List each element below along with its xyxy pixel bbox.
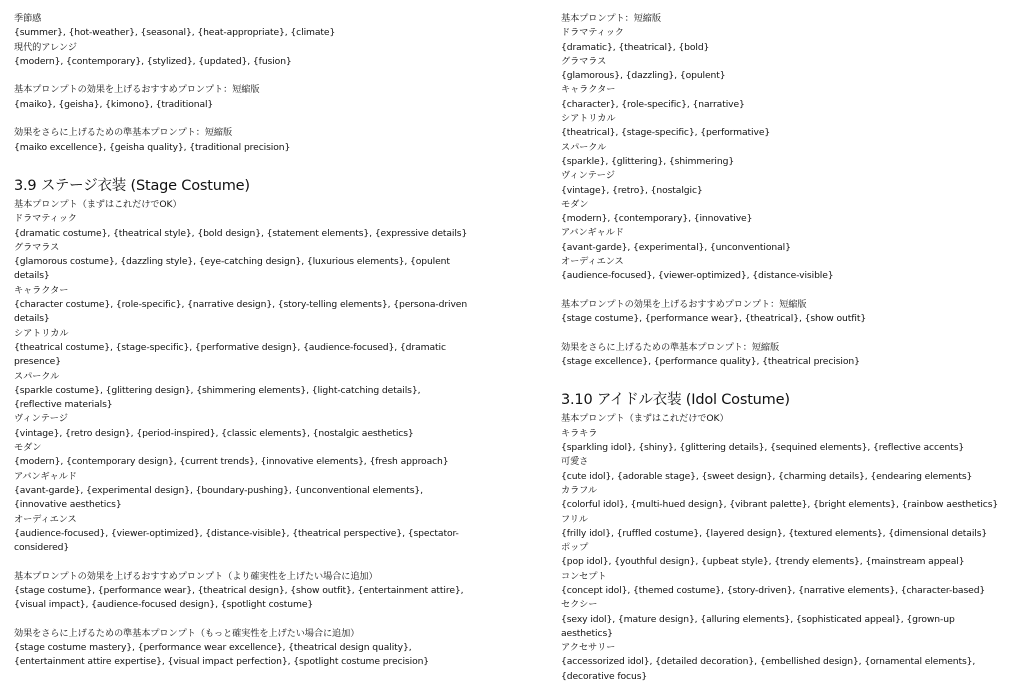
category-label: ヴィンテージ bbox=[561, 170, 615, 182]
recommended-prompt-title: 基本プロンプトの効果を上げるおすすめプロンプト（より確実性を上げたい場合に追加） bbox=[14, 570, 378, 582]
prompt-item bbox=[561, 641, 1001, 684]
quasi-basic-prompt-title: 効果をさらに上げるための準基本プロンプト：短縮版 bbox=[14, 127, 233, 139]
prompt-text: {modern}, {contemporary}, {innovative} bbox=[561, 213, 753, 225]
prompt-item bbox=[561, 513, 1001, 542]
quasi-basic-prompt-text: {stage costume mastery}, {performance wear excellence}, {theatrical design quality}, {entertainment attire expertise}, {visual impact perfection}, {spotlight costume precision} bbox=[14, 642, 430, 668]
prompt-item bbox=[14, 513, 469, 556]
quasi-basic-prompt-title: 効果をさらに上げるための準基本プロンプト：短縮版 bbox=[561, 341, 780, 353]
prompt-item bbox=[14, 241, 469, 284]
prompt-text: {modern}, {contemporary design}, {current trends}, {innovative elements}, {fresh approach} bbox=[14, 456, 449, 468]
prompt-item bbox=[14, 370, 469, 413]
basic-prompt-label: 基本プロンプト（まずはこれだけでOK） bbox=[14, 198, 182, 210]
short-prompt-item bbox=[561, 255, 1001, 284]
recommended-prompt-text: {stage costume}, {performance wear}, {theatrical design}, {show outfit}, {entertainment attire}, {visual impact}, {audience-focused design}, {spotlight costume} bbox=[14, 584, 464, 611]
category-label: スパークル bbox=[561, 141, 607, 153]
prompt-item bbox=[14, 470, 469, 513]
quasi-basic-prompt-text: {maiko excellence}, {geisha quality}, {traditional precision} bbox=[14, 141, 291, 153]
prompt-text: {theatrical}, {stage-specific}, {performative} bbox=[561, 127, 771, 139]
left-column bbox=[14, 12, 469, 670]
category-label: 可愛さ bbox=[561, 456, 589, 468]
prompt-item bbox=[14, 284, 469, 327]
prompt-item bbox=[561, 541, 1001, 570]
category-label: グラマラス bbox=[561, 55, 607, 67]
short-prompt-item bbox=[561, 198, 1001, 227]
prompt-text: {summer}, {hot-weather}, {seasonal}, {heat-appropriate}, {climate} bbox=[14, 27, 336, 39]
short-prompt-item bbox=[561, 226, 1001, 255]
category-label: グラマラス bbox=[14, 241, 60, 253]
prompt-item bbox=[561, 598, 1001, 641]
prompt-text: {dramatic costume}, {theatrical style}, {bold design}, {statement elements}, {expressive details} bbox=[14, 227, 468, 239]
recommended-prompt-text: {stage costume}, {performance wear}, {theatrical}, {show outfit} bbox=[561, 313, 867, 325]
short-prompt-item bbox=[561, 112, 1001, 141]
category-label: キャラクター bbox=[561, 84, 616, 96]
prompt-item bbox=[14, 441, 469, 470]
section-heading-stage-costume: 3.9 ステージ衣装 (Stage Costume) bbox=[14, 177, 250, 194]
prompt-text: {vintage}, {retro design}, {period-inspired}, {classic elements}, {nostalgic aesthetics} bbox=[14, 427, 414, 439]
prompt-text: {sexy idol}, {mature design}, {alluring elements}, {sophisticated appeal}, {grown-up aesthetics} bbox=[561, 613, 955, 639]
category-label: ヴィンテージ bbox=[14, 413, 68, 425]
category-label: スパークル bbox=[14, 370, 60, 382]
short-prompt-title: 基本プロンプト：短縮版 bbox=[561, 13, 661, 24]
category-label: シアトリカル bbox=[14, 327, 69, 339]
short-prompt-item bbox=[561, 55, 1001, 84]
prompt-text: {modern}, {contemporary}, {stylized}, {updated}, {fusion} bbox=[14, 55, 292, 67]
intro-item bbox=[14, 41, 469, 70]
prompt-text: {sparkle costume}, {glittering design}, {shimmering elements}, {light-catching details}, {reflective materials} bbox=[14, 384, 421, 411]
category-label: オーディエンス bbox=[561, 256, 624, 268]
quasi-basic-prompt-text: {stage excellence}, {performance quality}, {theatrical precision} bbox=[561, 356, 860, 368]
prompt-text: {glamorous costume}, {dazzling style}, {eye-catching design}, {luxurious elements}, {opulent details} bbox=[14, 256, 450, 282]
prompt-text: {avant-garde}, {experimental}, {unconventional} bbox=[561, 241, 791, 253]
prompt-text: {vintage}, {retro}, {nostalgic} bbox=[561, 184, 703, 196]
category-label: 季節感 bbox=[14, 13, 42, 24]
category-label: キラキラ bbox=[561, 427, 598, 439]
prompt-text: {frilly idol}, {ruffled costume}, {layered design}, {textured elements}, {dimensional details} bbox=[561, 527, 988, 539]
category-label: モダン bbox=[14, 442, 42, 454]
prompt-text: {dramatic}, {theatrical}, {bold} bbox=[561, 41, 710, 53]
prompt-text: {character costume}, {role-specific}, {narrative design}, {story-telling elements}, {persona-driven details} bbox=[14, 299, 468, 325]
short-prompt-item bbox=[561, 83, 1001, 112]
prompt-text: {theatrical costume}, {stage-specific}, {performative design}, {audience-focused}, {dramatic presence} bbox=[14, 341, 446, 368]
short-prompt-item bbox=[561, 141, 1001, 170]
prompt-text: {accessorized idol}, {detailed decoration}, {embellished design}, {ornamental elements}, {decorative focus} bbox=[561, 656, 976, 682]
category-label: ドラマティック bbox=[14, 213, 77, 225]
prompt-item bbox=[561, 427, 1001, 456]
category-label: モダン bbox=[561, 198, 589, 210]
prompt-text: {audience-focused}, {viewer-optimized}, {distance-visible}, {theatrical perspective}, {spectator-considered} bbox=[14, 527, 459, 554]
recommended-prompt-text: {maiko}, {geisha}, {kimono}, {traditional} bbox=[14, 98, 214, 110]
prompt-text: {sparkle}, {glittering}, {shimmering} bbox=[561, 155, 735, 167]
prompt-text: {character}, {role-specific}, {narrative} bbox=[561, 98, 745, 110]
prompt-item bbox=[14, 212, 469, 241]
recommended-prompt-title: 基本プロンプトの効果を上げるおすすめプロンプト：短縮版 bbox=[561, 298, 807, 310]
category-label: セクシー bbox=[561, 599, 598, 611]
basic-prompt-label: 基本プロンプト（まずはこれだけでOK） bbox=[561, 413, 729, 425]
prompt-text: {glamorous}, {dazzling}, {opulent} bbox=[561, 70, 726, 82]
category-label: フリル bbox=[561, 513, 588, 525]
category-label: アクセサリー bbox=[561, 642, 616, 654]
right-column bbox=[561, 12, 1001, 684]
category-label: カラフル bbox=[561, 484, 597, 496]
section-heading-idol-costume: 3.10 アイドル衣装 (Idol Costume) bbox=[561, 392, 790, 409]
quasi-basic-prompt-title: 効果をさらに上げるための準基本プロンプト（もっと確実性を上げたい場合に追加） bbox=[14, 627, 360, 639]
prompt-item bbox=[14, 412, 469, 441]
prompt-text: {avant-garde}, {experimental design}, {boundary-pushing}, {unconventional elements}, {innovative aesthetics} bbox=[14, 484, 423, 511]
category-label: シアトリカル bbox=[561, 113, 616, 125]
prompt-item bbox=[14, 327, 469, 370]
prompt-text: {sparkling idol}, {shiny}, {glittering details}, {sequined elements}, {reflective accents} bbox=[561, 442, 965, 454]
category-label: ドラマティック bbox=[561, 27, 624, 39]
category-label: キャラクター bbox=[14, 284, 69, 296]
prompt-item bbox=[561, 455, 1001, 484]
category-label: ポップ bbox=[561, 542, 589, 554]
short-prompt-item bbox=[561, 26, 1001, 55]
category-label: アバンギャルド bbox=[14, 470, 77, 482]
intro-item bbox=[14, 12, 469, 41]
category-label: オーディエンス bbox=[14, 513, 77, 525]
prompt-text: {audience-focused}, {viewer-optimized}, {distance-visible} bbox=[561, 270, 834, 282]
category-label: コンセプト bbox=[561, 570, 607, 582]
prompt-item bbox=[561, 570, 1001, 599]
prompt-item bbox=[561, 484, 1001, 513]
category-label: アバンギャルド bbox=[561, 227, 624, 239]
prompt-text: {concept idol}, {themed costume}, {story-driven}, {narrative elements}, {character-based} bbox=[561, 584, 986, 596]
category-label: 現代的アレンジ bbox=[14, 41, 77, 53]
prompt-text: {pop idol}, {youthful design}, {upbeat style}, {trendy elements}, {mainstream appeal} bbox=[561, 556, 965, 568]
short-prompt-item bbox=[561, 169, 1001, 198]
prompt-text: {cute idol}, {adorable stage}, {sweet design}, {charming details}, {endearing elements} bbox=[561, 470, 973, 482]
prompt-text: {colorful idol}, {multi-hued design}, {vibrant palette}, {bright elements}, {rainbow aesthetics} bbox=[561, 499, 999, 511]
recommended-prompt-title: 基本プロンプトの効果を上げるおすすめプロンプト：短縮版 bbox=[14, 84, 260, 96]
